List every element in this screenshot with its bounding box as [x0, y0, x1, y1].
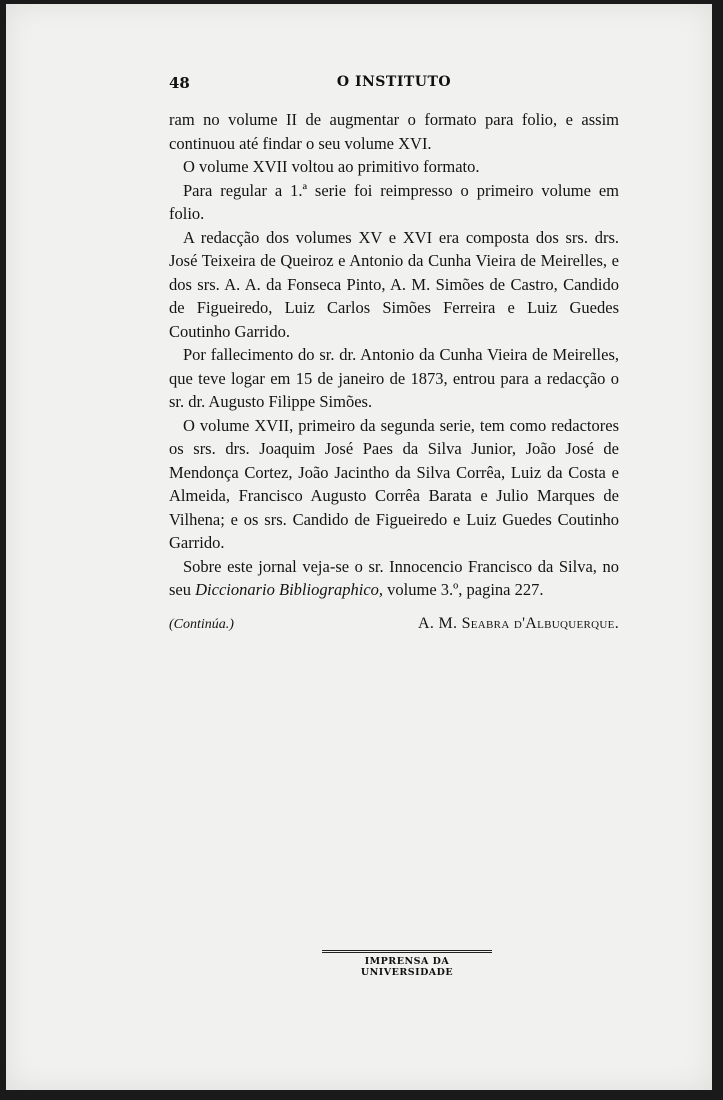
paragraph-7-start: Sobre este jornal veja-se o sr. Innocencio Francisco da Silva, no seu [169, 556, 619, 599]
paragraph-7 [169, 555, 619, 602]
paragraph-2: O volume XVII voltou ao primitivo formato. [183, 157, 480, 176]
body-text [169, 108, 619, 636]
paragraph-5: Por fallecimento do sr. dr. Antonio da Cunha Vieira de Meirelles, que teve logar em 15 de janeiro de 1873, entrou para a redacção o sr. dr. Augusto Filippe Simões. [169, 345, 619, 411]
author-signature: A. M. Seabra d'Albuquerque. [418, 614, 619, 632]
paragraph-4: A redacção dos volumes XV e XVI era composta dos srs. drs. José Teixeira de Queiroz e Antonio da Cunha Vieira de Meirelles, e dos srs. A. A. da Fonseca Pinto, A. M. Simões de Castro, Candido de Figueiredo, Luiz Carlos Simões Ferreira e Luiz Guedes Coutinho Garrido. [169, 227, 619, 341]
imprint: IMPRENSA DA UNIVERSIDADE [322, 950, 492, 978]
page-header [169, 74, 619, 96]
book-page [6, 4, 712, 1090]
book-title: Diccionario Bibliographico, [195, 580, 384, 599]
signature-line [169, 612, 619, 637]
paragraph-3: Para regular a 1.ª serie foi reimpresso o primeiro volume em folio. [169, 180, 619, 223]
paragraph-6: O volume XVII, primeiro da segunda serie, tem como redactores os srs. drs. Joaquim José Paes da Silva Junior, João José de Mendonça Cortez, João Jacintho da Silva Corrêa, Luiz da Costa e Almeida, Francisco Augusto Corrêa Barata e Julio Marques de Vilhena; e os srs. Candido de Figueiredo e Luiz Guedes Coutinho Garrido. [169, 415, 619, 552]
paragraph-1: ram no volume II de augmentar o formato para folio, e assim continuou até findar o seu volume XVI. [169, 110, 619, 153]
paragraph-7-end: volume 3.º, pagina 227. [383, 580, 544, 599]
continua-note: (Continúa.) [169, 616, 234, 632]
page-number: 48 [169, 74, 190, 92]
running-title: O INSTITUTO [336, 74, 452, 90]
